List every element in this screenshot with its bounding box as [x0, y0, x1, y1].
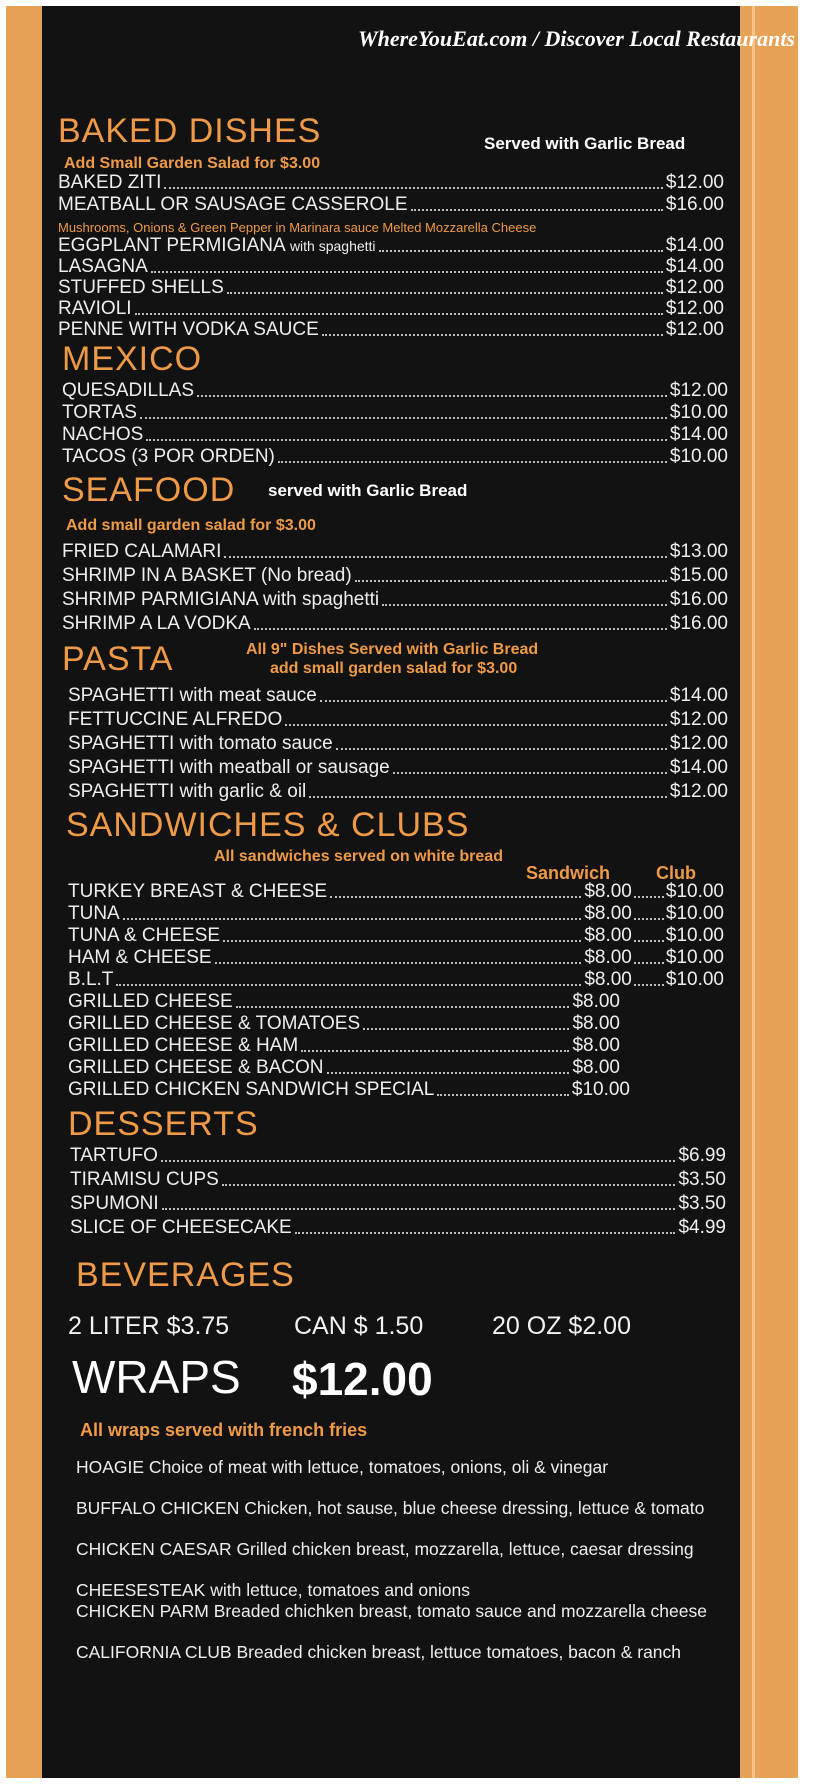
wrap-item-hoagie: HOAGIE Choice of meat with lettuce, tomatoes, onions, oli & vinegar: [76, 1457, 609, 1477]
leader-dots: [236, 1006, 570, 1008]
item-price: $10.00: [669, 402, 728, 423]
leader-dots: [215, 962, 582, 964]
menu-item: [58, 194, 724, 216]
leader-dots: [301, 1050, 569, 1052]
item-name: GRILLED CHICKEN SANDWICH SPECIAL: [68, 1079, 435, 1100]
item-name: SPAGHETTI with tomato sauce: [68, 733, 333, 754]
leader-dots: [197, 395, 667, 397]
sandwich-price: $8.00: [572, 1057, 620, 1078]
casserole-description: Mushrooms, Onions & Green Pepper in Marinara sauce Melted Mozzarella Cheese: [58, 220, 537, 235]
item-price: $14.00: [669, 685, 728, 706]
item-name: HAM & CHEESE: [68, 947, 212, 968]
item-name: [58, 235, 376, 257]
menu-item: [70, 1145, 726, 1167]
item-price: $14.00: [669, 424, 728, 445]
leader-dots: [634, 918, 664, 920]
item-price: $12.00: [665, 277, 724, 298]
item-price: $16.00: [669, 589, 728, 610]
sandwich-row: [68, 881, 724, 903]
menu-item: [70, 1193, 726, 1215]
item-name: TIRAMISU CUPS: [70, 1169, 219, 1190]
item-name: SPAGHETTI with garlic & oil: [68, 781, 307, 802]
menu-item: [58, 172, 724, 194]
item-name: SHRIMP IN A BASKET (No bread): [62, 565, 352, 586]
item-name: GRILLED CHEESE: [68, 991, 233, 1012]
wraps-fries-note: All wraps served with french fries: [80, 1420, 368, 1440]
sandwiches-bread-note: All sandwiches served on white bread: [214, 848, 503, 865]
item-price: $12.00: [665, 319, 724, 340]
leader-dots: [123, 918, 582, 920]
leader-dots: [322, 334, 663, 336]
sandwich-price: $8.00: [584, 881, 632, 902]
wraps-title: WRAPS: [72, 1351, 241, 1403]
baked-served-note: Served with Garlic Bread: [484, 134, 686, 153]
item-name: SLICE OF CHEESECAKE: [70, 1217, 292, 1238]
left-border: [6, 6, 42, 1778]
item-name: SHRIMP A LA VODKA: [62, 613, 251, 634]
seafood-served-note: served with Garlic Bread: [268, 481, 468, 500]
item-price: $12.00: [669, 781, 728, 802]
sandwich-row: [68, 903, 724, 925]
wrap-item-buffalo-chicken: BUFFALO CHICKEN Chicken, hot sause, blue cheese dressing, lettuce & tomato: [76, 1498, 705, 1518]
item-name: NACHOS: [62, 424, 144, 445]
leader-dots: [363, 1028, 569, 1030]
leader-dots: [437, 1094, 569, 1096]
menu-item: [62, 402, 728, 424]
wrap-item-chicken-parm: CHICKEN PARM Breaded chichken breast, tomato sauce and mozzarella cheese: [76, 1601, 707, 1621]
menu-item: [58, 235, 724, 257]
item-name: TORTAS: [62, 402, 137, 423]
right-border: [740, 6, 798, 1778]
menu-item: [58, 277, 724, 299]
leader-dots: [140, 417, 667, 419]
leader-dots: [320, 700, 667, 702]
leader-dots: [135, 313, 663, 315]
leader-dots: [278, 461, 667, 463]
leader-dots: [634, 984, 664, 986]
leader-dots: [336, 748, 667, 750]
leader-dots: [254, 628, 667, 630]
item-description: with spaghetti: [289, 238, 376, 254]
item-name: BAKED ZITI: [58, 172, 162, 193]
leader-dots: [146, 439, 667, 441]
beverages-title: BEVERAGES: [76, 1256, 295, 1294]
leader-dots: [309, 796, 667, 798]
baked-salad-note: Add Small Garden Salad for $3.00: [64, 155, 321, 172]
leader-dots: [223, 940, 581, 942]
menu-item: [62, 565, 728, 587]
wrap-item-california-club: CALIFORNIA CLUB Breaded chicken breast, lettuce tomatoes, bacon & ranch: [76, 1642, 682, 1662]
club-price: $10.00: [665, 881, 724, 902]
item-price: $6.99: [678, 1145, 726, 1166]
pasta-garlic-note: All 9" Dishes Served with Garlic Bread: [246, 641, 539, 658]
sandwich-row: [68, 925, 724, 947]
pasta-title: PASTA: [62, 640, 174, 678]
item-name: RAVIOLI: [58, 298, 132, 319]
menu-item: [58, 256, 724, 278]
item-name: GRILLED CHEESE & BACON: [68, 1057, 324, 1078]
menu-item: [58, 298, 724, 320]
pasta-salad-note: add small garden salad for $3.00: [270, 660, 518, 677]
item-price: $12.00: [665, 172, 724, 193]
item-price: $4.99: [678, 1217, 726, 1238]
baked-dishes-title: BAKED DISHES: [58, 112, 322, 150]
item-price: $14.00: [669, 757, 728, 778]
menu-item: [68, 709, 728, 731]
leader-dots: [327, 1072, 570, 1074]
item-name: TURKEY BREAST & CHEESE: [68, 881, 328, 902]
leader-dots: [295, 1232, 676, 1234]
item-name: GRILLED CHEESE & HAM: [68, 1035, 299, 1056]
sandwich-column-header: Sandwich: [526, 863, 611, 883]
club-price: $10.00: [665, 903, 724, 924]
item-price: $12.00: [669, 380, 728, 401]
desserts-title: DESSERTS: [68, 1105, 259, 1143]
leader-dots: [355, 580, 667, 582]
leader-dots: [285, 724, 667, 726]
item-name: SPAGHETTI with meatball or sausage: [68, 757, 390, 778]
leader-dots: [164, 187, 662, 189]
item-name: SHRIMP PARMIGIANA with spaghetti: [62, 589, 380, 610]
menu-item: [62, 613, 728, 635]
leader-dots: [382, 604, 667, 606]
club-column-header: Club: [656, 863, 696, 883]
menu-item: [62, 446, 728, 468]
leader-dots: [634, 940, 664, 942]
menu-item: [68, 733, 728, 755]
beverage-2-liter: 2 LITER $3.75: [68, 1312, 230, 1340]
menu-item: [70, 1169, 726, 1191]
item-price: $16.00: [669, 613, 728, 634]
item-price: $12.00: [665, 298, 724, 319]
menu-item: [62, 380, 728, 402]
item-price: $16.00: [665, 194, 724, 215]
item-name: FRIED CALAMARI: [62, 541, 222, 562]
leader-dots: [227, 292, 663, 294]
leader-dots: [634, 896, 664, 898]
menu-item: [68, 781, 728, 803]
item-name: PENNE WITH VODKA SAUCE: [58, 319, 319, 340]
menu-item: [62, 541, 728, 563]
sandwiches-title: SANDWICHES & CLUBS: [66, 806, 470, 844]
leader-dots: [634, 962, 664, 964]
leader-dots: [116, 984, 581, 986]
item-name: LASAGNA: [58, 256, 148, 277]
item-name: TUNA: [68, 903, 120, 924]
leader-dots: [411, 209, 663, 211]
sandwich-row: [68, 1079, 630, 1101]
sandwich-price: $8.00: [572, 1035, 620, 1056]
item-name: TARTUFO: [70, 1145, 158, 1166]
menu-item: [62, 424, 728, 446]
seafood-title: SEAFOOD: [62, 471, 236, 509]
menu-item: [70, 1217, 726, 1239]
sandwich-row: [68, 947, 724, 969]
sandwich-row: [68, 969, 724, 991]
menu-item: [58, 319, 724, 341]
sandwich-price: $10.00: [571, 1079, 630, 1100]
leader-dots: [222, 1184, 676, 1186]
menu-item: [68, 685, 728, 707]
item-name: QUESADILLAS: [62, 380, 194, 401]
sandwich-row: [68, 1013, 620, 1035]
sandwich-price: $8.00: [584, 925, 632, 946]
item-name: TUNA & CHEESE: [68, 925, 221, 946]
item-price: $3.50: [678, 1169, 726, 1190]
leader-dots: [224, 556, 666, 558]
wrap-item-chicken-caesar: CHICKEN CAESAR Grilled chicken breast, mozzarella, lettuce, caesar dressing: [76, 1539, 694, 1559]
sandwich-price: $8.00: [572, 1013, 620, 1034]
item-name: GRILLED CHEESE & TOMATOES: [68, 1013, 361, 1034]
wraps-price: $12.00: [292, 1353, 433, 1405]
leader-dots: [151, 271, 663, 273]
beverage-can: CAN $ 1.50: [294, 1312, 424, 1340]
item-price: $10.00: [669, 446, 728, 467]
item-name: STUFFED SHELLS: [58, 277, 224, 298]
sandwich-row: [68, 1035, 620, 1057]
leader-dots: [161, 1160, 675, 1162]
menu-item: [62, 589, 728, 611]
item-price: $13.00: [669, 541, 728, 562]
item-price: $12.00: [669, 709, 728, 730]
item-name: SPAGHETTI with meat sauce: [68, 685, 317, 706]
sandwich-price: $8.00: [584, 947, 632, 968]
wrap-item-cheesesteak: CHEESESTEAK with lettuce, tomatoes and onions: [76, 1580, 470, 1600]
seafood-salad-note: Add small garden salad for $3.00: [66, 517, 316, 534]
club-price: $10.00: [665, 947, 724, 968]
leader-dots: [379, 250, 663, 252]
right-border-stripe: [752, 6, 755, 1778]
sandwich-price: $8.00: [584, 903, 632, 924]
item-price: $14.00: [665, 256, 724, 277]
sandwich-price: $8.00: [572, 991, 620, 1012]
sandwich-row: [68, 991, 620, 1013]
beverage-20-oz: 20 OZ $2.00: [492, 1312, 631, 1340]
leader-dots: [330, 896, 581, 898]
item-name: FETTUCCINE ALFREDO: [68, 709, 283, 730]
item-price: $14.00: [665, 235, 724, 256]
item-name: TACOS (3 POR ORDEN): [62, 446, 275, 467]
item-price: $3.50: [678, 1193, 726, 1214]
leader-dots: [393, 772, 667, 774]
item-price: $12.00: [669, 733, 728, 754]
club-price: $10.00: [665, 969, 724, 990]
club-price: $10.00: [665, 925, 724, 946]
item-name-text: EGGPLANT PERMIGIANA: [58, 235, 285, 256]
menu-item: [68, 757, 728, 779]
sandwich-price: $8.00: [584, 969, 632, 990]
sandwich-row: [68, 1057, 620, 1079]
site-watermark: WhereYouEat.com / Discover Local Restaurants: [358, 26, 795, 51]
item-name: MEATBALL OR SAUSAGE CASSEROLE: [58, 194, 408, 215]
item-price: $15.00: [669, 565, 728, 586]
leader-dots: [162, 1208, 676, 1210]
item-name: B.L.T: [68, 969, 114, 990]
mexico-title: MEXICO: [62, 340, 203, 378]
item-name: SPUMONI: [70, 1193, 159, 1214]
